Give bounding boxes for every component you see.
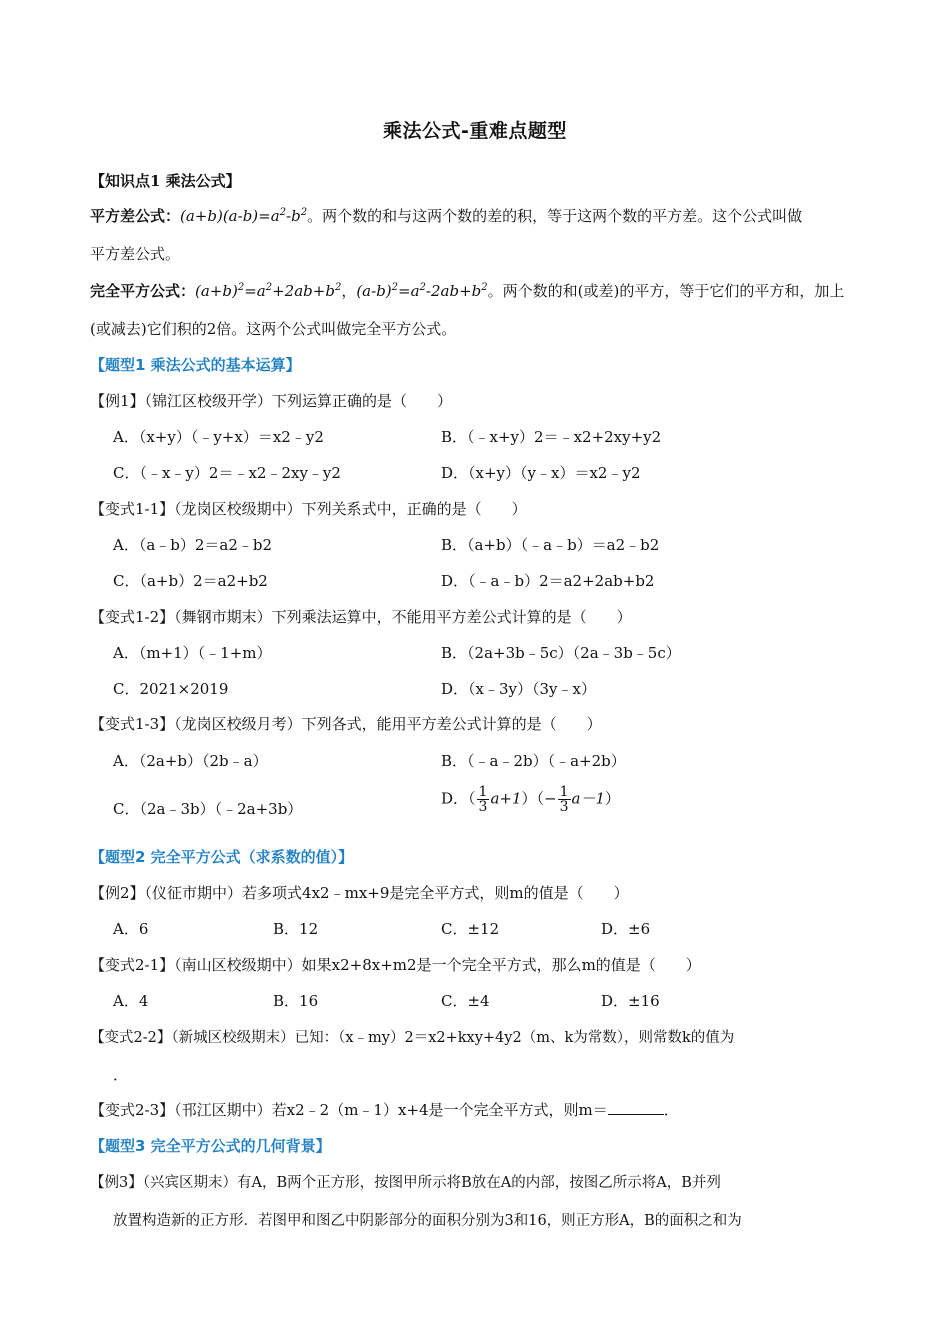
diff-text2: 平方差公式。 xyxy=(90,245,181,263)
ex3-stem xyxy=(90,1171,860,1192)
ex1-option-c[interactable]: C．（﹣x﹣y）2＝﹣x2﹣2xy﹣y2 xyxy=(113,464,341,482)
v11-option-a[interactable]: A．（a﹣b）2＝a2﹣b2 xyxy=(113,536,273,554)
fraction xyxy=(477,785,490,814)
ex2-tag: 【例2】 xyxy=(90,884,145,902)
ex3-stem2: 放置构造新的正方形．若图甲和图乙中阴影部分的面积分别为3和16，则正方形A，B的面积之和为 xyxy=(113,1213,742,1229)
ex2-option-d[interactable]: D．±6 xyxy=(601,920,651,938)
perfect-text2: (或减去)它们积的2倍。这两个公式叫做完全平方公式。 xyxy=(90,320,457,338)
ex2-stem xyxy=(90,882,860,903)
v21-option-d[interactable]: D．±16 xyxy=(601,992,660,1010)
knowledge-header: 【知识点1 乘法公式】 xyxy=(90,172,241,190)
v23-tag: 【变式2-3】 xyxy=(90,1101,175,1119)
answer-blank[interactable] xyxy=(608,1102,664,1115)
v13-option-d[interactable]: D．（ $\frac{1}{3}$ a+1）（− $\frac{1}{3}$ a－1） xyxy=(441,784,621,815)
v11-option-b[interactable]: B．（a+b）（﹣a﹣b）＝a2﹣b2 xyxy=(441,536,660,554)
v12-option-d[interactable]: D．（x﹣3y）（3y﹣x） xyxy=(441,680,596,698)
v13-d-part1: a+1 xyxy=(490,789,522,808)
v21-option-c[interactable]: C．±4 xyxy=(441,992,490,1010)
v21-stem xyxy=(90,954,860,975)
fraction-numerator: 1 xyxy=(478,784,488,800)
v21-tag: 【变式2-1】 xyxy=(90,956,175,974)
ex1-option-a[interactable]: A．（x+y）（﹣y+x）＝x2﹣y2 xyxy=(113,428,324,446)
ex1-text: （锦江区校级开学）下列运算正确的是（ ） xyxy=(144,392,453,410)
type1-header: 【题型1 乘法公式的基本运算】 xyxy=(90,356,301,374)
ex2-text: （仪征市期中）若多项式4x2﹣mx+9是完全平方式，则m的值是（ ） xyxy=(144,884,629,902)
diff-label: 平方差公式： xyxy=(90,207,181,225)
v13-option-c[interactable]: C．（2a﹣3b）（﹣2a+3b） xyxy=(113,800,303,818)
v13-option-a[interactable]: A．（2a+b）（2b﹣a） xyxy=(113,752,268,770)
v13-stem xyxy=(90,713,860,734)
fraction-denominator: 3 xyxy=(478,799,488,815)
v13-option-d-label: D． xyxy=(441,789,469,808)
ex1-option-b[interactable]: B．（﹣x+y）2＝﹣x2+2xy+y2 xyxy=(441,428,662,446)
v12-tag: 【变式1-2】 xyxy=(90,608,175,626)
v13-tag: 【变式1-3】 xyxy=(90,715,175,733)
diff-text: 。两个数的和与这两个数的差的积，等于这两个数的平方差。这个公式叫做 xyxy=(307,207,803,225)
v22-stem xyxy=(90,1026,860,1047)
v21-option-a[interactable]: A．4 xyxy=(113,992,149,1010)
v21-option-b[interactable]: B．16 xyxy=(273,992,319,1010)
v12-stem xyxy=(90,606,860,627)
v12-option-c[interactable]: C．2021×2019 xyxy=(113,680,229,698)
fraction-denominator: 3 xyxy=(559,799,569,815)
ex2-option-b[interactable]: B．12 xyxy=(273,920,319,938)
fraction-numerator: 1 xyxy=(559,784,569,800)
v22-text: （新城区校级期末）已知：（x﹣my）2＝x2+kxy+4y2（m、k为常数），则常数k的值为 xyxy=(171,1030,735,1046)
type2-header: 【题型2 完全平方公式（求系数的值）】 xyxy=(90,848,354,866)
page-title: 乘法公式-重难点题型 xyxy=(383,120,567,142)
v12-text: （舞钢市期末）下列乘法运算中，不能用平方差公式计算的是（ ） xyxy=(174,608,632,626)
ex1-stem xyxy=(90,390,860,411)
v23-text: （邗江区期中）若x2﹣2（m﹣1）x+4是一个完全平方式，则m＝ xyxy=(174,1101,608,1119)
v11-tag: 【变式1-1】 xyxy=(90,500,175,518)
ex3-tag: 【例3】 xyxy=(90,1175,143,1191)
v22-tag: 【变式2-2】 xyxy=(90,1030,172,1046)
ex2-option-a[interactable]: A．6 xyxy=(113,920,149,938)
v21-text: （南山区校级期中）如果x2+8x+m2是一个完全平方式，那么m的值是（ ） xyxy=(174,956,701,974)
v11-option-c[interactable]: C．（a+b）2＝a2+b2 xyxy=(113,572,268,590)
type3-header: 【题型3 完全平方公式的几何背景】 xyxy=(90,1137,331,1155)
v13-option-b[interactable]: B．（﹣a﹣2b）（﹣a+2b） xyxy=(441,752,626,770)
v13-d-part2: a－1 xyxy=(571,789,606,808)
v12-option-a[interactable]: A．（m+1）（﹣1+m） xyxy=(113,644,272,662)
v12-option-b[interactable]: B．（2a+3b﹣5c）（2a﹣3b﹣5c） xyxy=(441,644,681,662)
v13-text: （龙岗区校级月考）下列各式，能用平方差公式计算的是（ ） xyxy=(174,715,602,733)
ex2-option-c[interactable]: C．±12 xyxy=(441,920,500,938)
v23-tail: ． xyxy=(663,1101,679,1119)
v11-option-d[interactable]: D．（﹣a﹣b）2＝a2+2ab+b2 xyxy=(441,572,655,590)
v22-tail: ． xyxy=(113,1066,129,1084)
perfect-label: 完全平方公式： xyxy=(90,282,196,300)
diff-formula-line: 平方差公式：$(a+b)(a-b)=a^2-b^2$。两个数的和与这两个数的差的积，等于这两个数的平方差。这个公式叫做 xyxy=(90,207,803,225)
perfect-text: 。两个数的和(或差)的平方，等于它们的平方和，加上 xyxy=(487,282,845,300)
ex1-tag: 【例1】 xyxy=(90,392,145,410)
perfect-formula-line: 完全平方公式：$(a+b)^2=a^2+2ab+b^2$，$(a-b)^2=a^2-2ab+b^2$。两个数的和(或差)的平方，等于它们的平方和，加上 xyxy=(90,282,845,300)
v11-stem xyxy=(90,498,860,519)
v11-text: （龙岗区校级期中）下列关系式中，正确的是（ ） xyxy=(174,500,527,518)
ex1-option-d[interactable]: D．（x+y）（y﹣x）＝x2﹣y2 xyxy=(441,464,641,482)
ex3-text: （兴宾区期末）有A，B两个正方形，按图甲所示将B放在A的内部，按图乙所示将A，B并列 xyxy=(142,1175,721,1191)
v23-stem xyxy=(90,1099,860,1120)
fraction xyxy=(558,785,571,814)
